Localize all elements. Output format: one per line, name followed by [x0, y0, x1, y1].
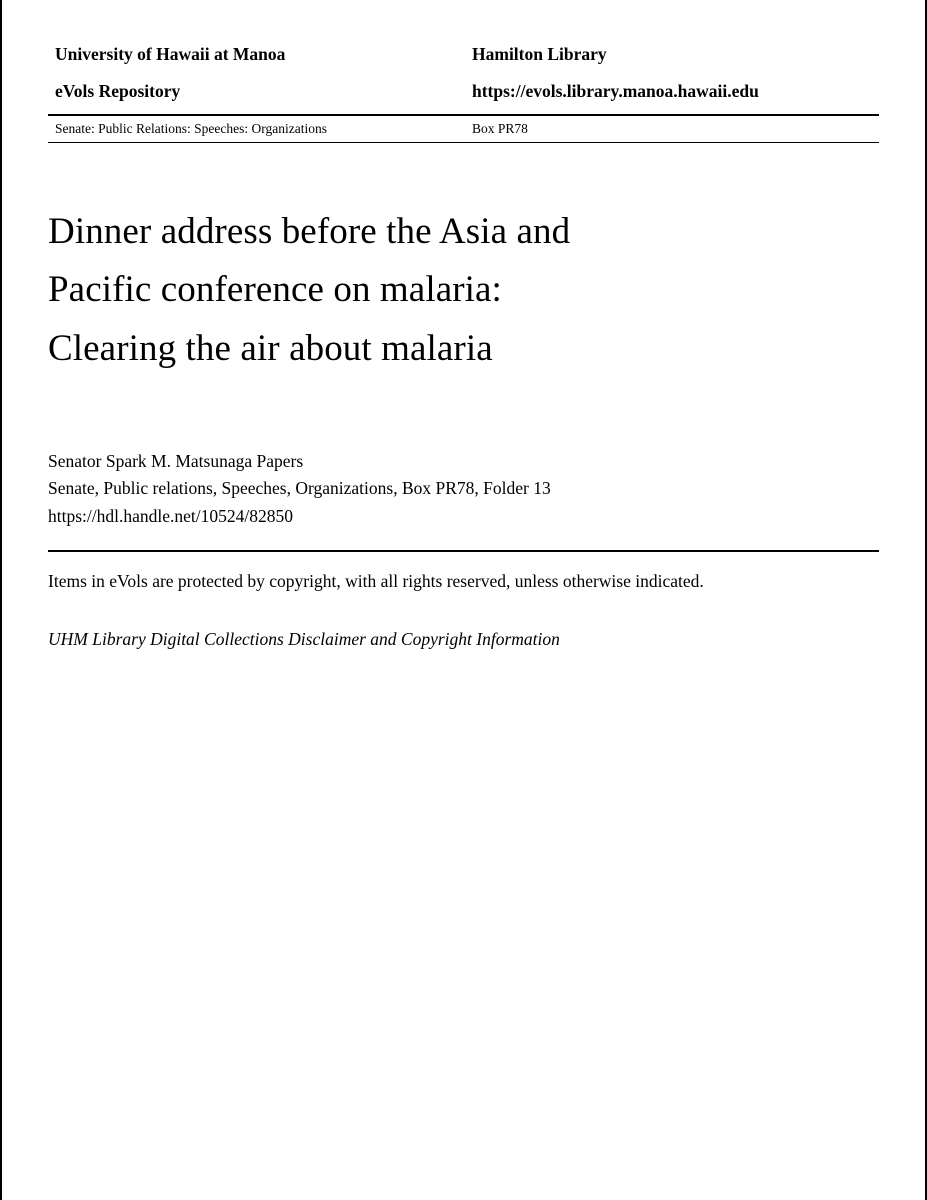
header-row-primary — [48, 44, 879, 65]
disclaimer-link[interactable]: UHM Library Digital Collections Disclaimer and Copyright Information — [48, 628, 560, 649]
rights-statement: Items in eVols are protected by copyright, with all rights reserved, unless otherwise indicated. — [48, 570, 704, 591]
institution-name: University of Hawaii at Manoa — [55, 44, 286, 64]
header-divider-bottom — [48, 142, 879, 143]
title-line-2: Pacific conference on malaria: — [48, 269, 502, 311]
header-row-collection — [48, 116, 879, 142]
header-row-secondary — [48, 81, 879, 102]
repository-name: eVols Repository — [55, 81, 181, 101]
page-title — [48, 203, 879, 378]
title-line-1: Dinner address before the Asia and — [48, 211, 571, 252]
box-label: Box PR78 — [472, 121, 528, 136]
citation-series: Senate, Public relations, Speeches, Organizations, Box PR78, Folder 13 — [48, 478, 551, 499]
page-content — [48, 0, 879, 650]
citation-handle[interactable]: https://hdl.handle.net/10524/82850 — [48, 505, 293, 526]
repository-url[interactable]: https://evols.library.manoa.hawaii.edu — [472, 81, 759, 101]
document-header — [48, 44, 879, 143]
title-line-3: Clearing the air about malaria — [48, 327, 493, 369]
library-name: Hamilton Library — [472, 44, 607, 64]
citation-collection: Senator Spark M. Matsunaga Papers — [48, 451, 304, 472]
collection-path: Senate: Public Relations: Speeches: Organizations — [55, 121, 327, 136]
rights-divider — [48, 550, 879, 552]
citation-block — [48, 448, 879, 529]
